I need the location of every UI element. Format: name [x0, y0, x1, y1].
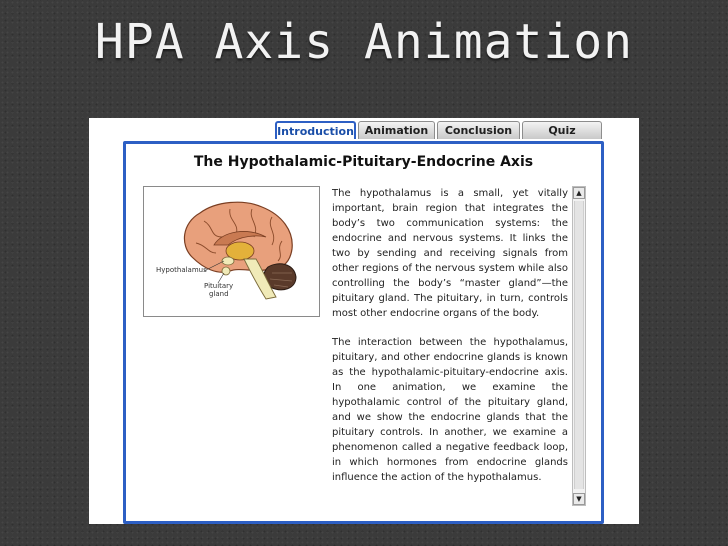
- label-pituitary-line1: Pituitary: [204, 282, 234, 290]
- scroll-thumb[interactable]: [574, 201, 584, 489]
- intro-text: [332, 186, 568, 486]
- intro-paragraph-2: The interaction between the hypothalamus, pituitary, and other endocrine glands is known as the hypothalamic-pituitary-endocrine axis. In one animation, we examine the hypothalamic control of the pituitary gland, and we show the endocrine glands that the pituitary controls. In another, we examine a phenomenon called a negative feedback loop, in which hormones from endocrine glands influence the action of the hypothalamus.: [332, 337, 568, 483]
- tab-bar: [275, 121, 604, 139]
- animation-panel: [89, 118, 639, 524]
- tab-conclusion[interactable]: Conclusion: [437, 121, 520, 139]
- intro-paragraph-1: The hypothalamus is a small, yet vitally important, brain region that integrates the body’s two communication systems: the endocrine and nervous systems. It links the two by sending and receiving signals from other regions of the nervous system while also controlling the body’s “master gland”—the pituitary gland. The pituitary, in turn, controls most other endocrine organs of the body.: [332, 188, 568, 319]
- content-box: [123, 141, 604, 524]
- scroll-up-button[interactable]: ▲: [573, 187, 585, 199]
- scroll-down-button[interactable]: ▼: [573, 493, 585, 505]
- tab-animation[interactable]: Animation: [358, 121, 435, 139]
- content-heading: The Hypothalamic-Pituitary-Endocrine Axis: [193, 154, 534, 170]
- label-hypothalamus: Hypothalamus: [156, 266, 207, 274]
- tab-introduction[interactable]: Introduction: [275, 121, 356, 139]
- brain-figure: [143, 186, 320, 317]
- text-scrollbar[interactable]: [572, 186, 586, 506]
- slide-title: HPA Axis Animation: [94, 14, 634, 70]
- label-pituitary-line2: gland: [209, 290, 229, 298]
- brain-illustration-icon: [144, 187, 319, 316]
- tab-quiz[interactable]: Quiz: [522, 121, 602, 139]
